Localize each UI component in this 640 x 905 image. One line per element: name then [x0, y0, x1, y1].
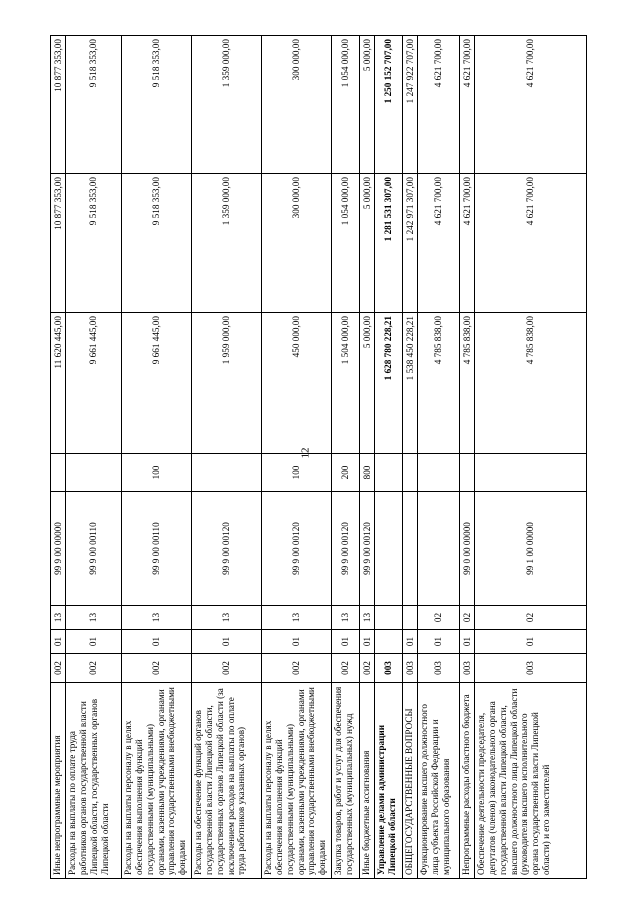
cell-vr — [460, 454, 475, 492]
cell-v1: 1 504 000,00 — [332, 313, 360, 454]
cell-v3: 1 359 000,00 — [192, 36, 262, 174]
budget-table-rotated-wrapper — [50, 36, 591, 879]
cell-vr: 200 — [332, 454, 360, 492]
table-row — [66, 36, 122, 879]
cell-v2: 300 000,00 — [262, 174, 332, 313]
cell-csr: 99 9 00 00110 — [122, 492, 192, 606]
cell-v2: 1 281 531 307,00 — [375, 174, 403, 313]
table-row — [360, 36, 375, 879]
cell-csr: 99 9 00 00120 — [192, 492, 262, 606]
cell-name: ОБЩЕГОСУДАРСТВЕННЫЕ ВОПРОСЫ — [403, 683, 418, 879]
page-number: 12 — [299, 447, 312, 459]
cell-v1: 4 785 838,00 — [475, 313, 587, 454]
cell-pr: 13 — [332, 606, 360, 630]
cell-v1: 1 959 000,00 — [192, 313, 262, 454]
cell-ved: 002 — [66, 654, 122, 683]
cell-v2: 4 621 700,00 — [460, 174, 475, 313]
cell-vr — [403, 454, 418, 492]
cell-vr: 100 — [262, 454, 332, 492]
budget-table — [50, 35, 587, 879]
cell-csr: 99 9 00 00110 — [66, 492, 122, 606]
table-row — [51, 36, 66, 879]
cell-vr — [375, 454, 403, 492]
cell-rz: 01 — [192, 630, 262, 654]
cell-v3: 10 877 353,00 — [51, 36, 66, 174]
cell-csr: 99 9 00 00120 — [360, 492, 375, 606]
cell-ved: 003 — [418, 654, 460, 683]
table-row — [192, 36, 262, 879]
cell-rz: 01 — [51, 630, 66, 654]
cell-name: Закупка товаров, работ и услуг для обеспечения государственных (муниципальных) нужд — [332, 683, 360, 879]
cell-v2: 9 518 353,00 — [66, 174, 122, 313]
cell-csr — [375, 492, 403, 606]
cell-pr: 13 — [122, 606, 192, 630]
cell-v2: 10 877 353,00 — [51, 174, 66, 313]
cell-pr: 02 — [418, 606, 460, 630]
cell-v3: 4 621 700,00 — [460, 36, 475, 174]
cell-name: Расходы на выплаты персоналу в целях обеспечения выполнения функций государственными (муниципальными) органами, казенными учреждениями, органами управления государственными внебюджетными фондами — [122, 683, 192, 879]
cell-name: Обеспечение деятельности председателя, депутатов (членов) законодательного органа государственной власти Липецкой области, высшего должностного лица Липецкой области (руководителя высшего исполнительного органа государственной власти Липецкой области) и его заместителей — [475, 683, 587, 879]
table-row — [460, 36, 475, 879]
cell-name: Расходы на выплаты персоналу в целях обеспечения выполнения функций государственными (муниципальными) органами, казенными учреждениями, органами управления государственными внебюджетными фондами — [262, 683, 332, 879]
cell-csr — [403, 492, 418, 606]
cell-v1: 11 620 445,00 — [51, 313, 66, 454]
cell-v1: 5 000,00 — [360, 313, 375, 454]
cell-v2: 1 359 000,00 — [192, 174, 262, 313]
cell-ved: 002 — [332, 654, 360, 683]
cell-csr — [418, 492, 460, 606]
cell-v1: 450 000,00 — [262, 313, 332, 454]
cell-pr: 13 — [66, 606, 122, 630]
cell-name: Иные непрограммные мероприятия — [51, 683, 66, 879]
cell-v1: 1 538 450 228,21 — [403, 313, 418, 454]
cell-name: Иные бюджетные ассигнования — [360, 683, 375, 879]
table-row — [418, 36, 460, 879]
cell-v3: 1 247 922 707,00 — [403, 36, 418, 174]
cell-ved: 003 — [403, 654, 418, 683]
cell-ved: 002 — [51, 654, 66, 683]
cell-rz — [375, 630, 403, 654]
cell-rz: 01 — [66, 630, 122, 654]
cell-vr — [475, 454, 587, 492]
cell-pr: 02 — [475, 606, 587, 630]
cell-ved: 003 — [475, 654, 587, 683]
cell-vr: 800 — [360, 454, 375, 492]
cell-v3: 1 054 000,00 — [332, 36, 360, 174]
cell-pr: 13 — [51, 606, 66, 630]
cell-v3: 9 518 353,00 — [122, 36, 192, 174]
cell-ved: 002 — [192, 654, 262, 683]
cell-v3: 1 250 152 707,00 — [375, 36, 403, 174]
cell-ved: 002 — [262, 654, 332, 683]
cell-vr — [66, 454, 122, 492]
cell-pr: 13 — [262, 606, 332, 630]
cell-name: Непрограммные расходы областного бюджета — [460, 683, 475, 879]
cell-rz: 01 — [418, 630, 460, 654]
cell-csr: 99 9 00 00120 — [262, 492, 332, 606]
cell-rz: 01 — [403, 630, 418, 654]
cell-v2: 4 621 700,00 — [418, 174, 460, 313]
cell-v1: 9 661 445,00 — [66, 313, 122, 454]
cell-vr — [192, 454, 262, 492]
table-row — [262, 36, 332, 879]
cell-v2: 1 242 971 307,00 — [403, 174, 418, 313]
table-row — [122, 36, 192, 879]
cell-csr: 99 1 00 00000 — [475, 492, 587, 606]
cell-v3: 4 621 700,00 — [418, 36, 460, 174]
cell-v3: 4 621 700,00 — [475, 36, 587, 174]
cell-name: Управление делами администрации Липецкой области — [375, 683, 403, 879]
table-row — [403, 36, 418, 879]
cell-v2: 9 518 353,00 — [122, 174, 192, 313]
table-row — [375, 36, 403, 879]
cell-csr: 99 0 00 00000 — [460, 492, 475, 606]
cell-pr — [403, 606, 418, 630]
cell-v1: 1 628 780 228,21 — [375, 313, 403, 454]
cell-ved: 002 — [360, 654, 375, 683]
cell-pr: 13 — [192, 606, 262, 630]
cell-csr: 99 9 00 00120 — [332, 492, 360, 606]
cell-pr — [375, 606, 403, 630]
table-row — [475, 36, 587, 879]
cell-name: Функционирование высшего должностного лица субъекта Российской Федерации и муниципального образования — [418, 683, 460, 879]
cell-rz: 01 — [360, 630, 375, 654]
cell-name: Расходы на обеспечение функций органов государственной власти Липецкой области, государственных органов Липецкой области (за исключением расходов на выплаты по оплате труда работников указанных органов) — [192, 683, 262, 879]
cell-rz: 01 — [262, 630, 332, 654]
cell-pr: 02 — [460, 606, 475, 630]
cell-ved: 002 — [122, 654, 192, 683]
cell-v1: 4 785 838,00 — [460, 313, 475, 454]
cell-v3: 300 000,00 — [262, 36, 332, 174]
table-body — [51, 36, 587, 879]
cell-ved: 003 — [460, 654, 475, 683]
cell-v2: 1 054 000,00 — [332, 174, 360, 313]
cell-vr — [418, 454, 460, 492]
cell-vr — [51, 454, 66, 492]
cell-v1: 4 785 838,00 — [418, 313, 460, 454]
cell-rz: 01 — [475, 630, 587, 654]
cell-rz: 01 — [122, 630, 192, 654]
cell-v2: 4 621 700,00 — [475, 174, 587, 313]
cell-ved: 003 — [375, 654, 403, 683]
cell-pr: 13 — [360, 606, 375, 630]
cell-v3: 5 000,00 — [360, 36, 375, 174]
cell-v3: 9 518 353,00 — [66, 36, 122, 174]
cell-csr: 99 9 00 00000 — [51, 492, 66, 606]
cell-vr: 100 — [122, 454, 192, 492]
cell-rz: 01 — [460, 630, 475, 654]
cell-name: Расходы на выплаты по оплате труда работников органов государственной власти Липецкой области, государственных органов Липецкой области — [66, 683, 122, 879]
cell-rz: 01 — [332, 630, 360, 654]
cell-v2: 5 000,00 — [360, 174, 375, 313]
cell-v1: 9 661 445,00 — [122, 313, 192, 454]
table-row — [332, 36, 360, 879]
